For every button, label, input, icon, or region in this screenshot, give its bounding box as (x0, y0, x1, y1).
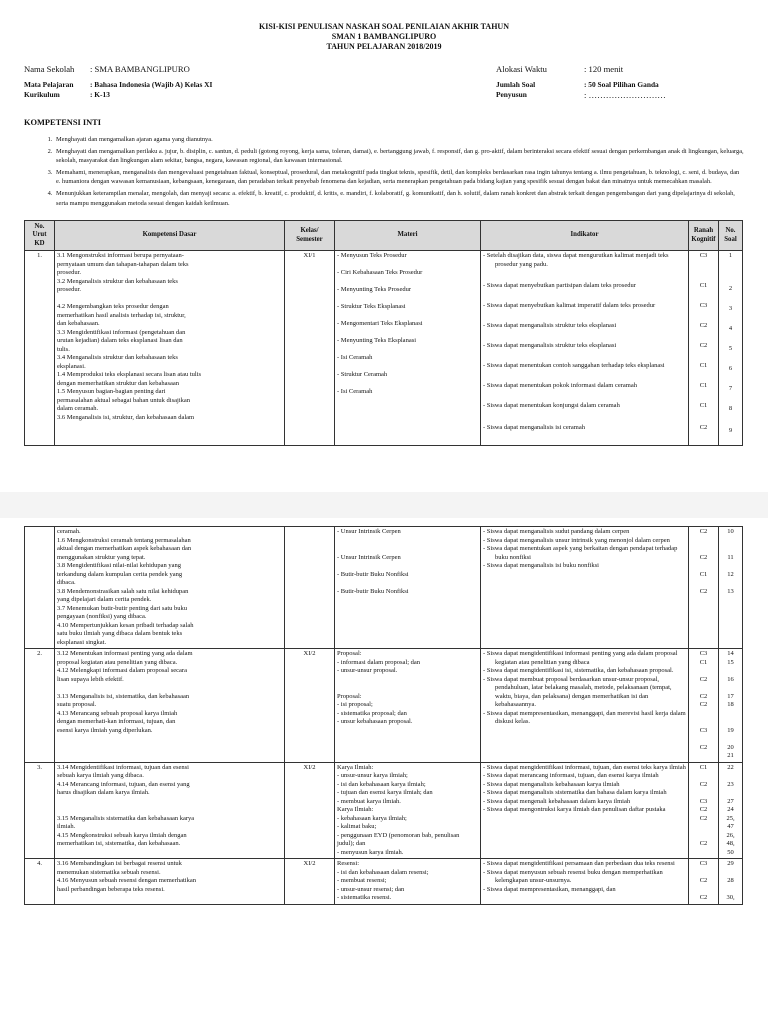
kd-line: satu buku ilmiah yang dibaca dalam bentuk teks (57, 630, 183, 637)
table-row (25, 251, 743, 446)
kd-line: lisan supaya lebih efektif. (57, 675, 124, 683)
ranah-value: C2 (699, 692, 708, 700)
materi-line: Proposal: (337, 650, 362, 657)
materi-line: - Menyunting Teks Eksplanasi (337, 337, 417, 345)
row-indikator (481, 649, 689, 763)
row-soal (719, 859, 743, 905)
materi-line (337, 562, 478, 571)
kd-line: 4.10 Mempertunjukkan kesan pribadi terhadap salah (57, 621, 194, 629)
kd-line: 3.14 Mengidentifikasi informasi, tujuan dan esensi (57, 763, 189, 771)
materi-line (337, 537, 478, 546)
row-no: 4. (25, 859, 55, 905)
materi-line: - Struktur Ceramah (337, 371, 388, 379)
materi-line: - sistematika resensi. (337, 894, 392, 901)
ki-item: 4. Menunjukkan keterampilan menalar, mengolah, dan menyaji secara: a. efektif, b. kreatif, c. produktif, d. kritis, e. mandiri, f. kolaboratif, g. komunikatif, dan h. solutif, dalam ranah konkret dan abstrak terkait dengan pengembangan dari yang dipelajarinya di sekolah, serta mampu menggunakan metoda sesuai dengan kaidah keilmuan. (54, 189, 744, 208)
row-kd (55, 251, 285, 446)
ranah-value: C2 (699, 780, 708, 788)
kd-line (57, 798, 282, 807)
kd-line: 4.16 Menyusun sebuah resensi dengan memerhatikan (57, 877, 196, 884)
ranah-value: C1 (699, 763, 708, 771)
row-kd (55, 649, 285, 763)
kd-line: 3.8 Mendemonstrasikan salah satu nilai kehidupan (57, 587, 189, 595)
kd-line: 3.6 Menganalisis isi, struktur, dan kebahasaan dalam (57, 413, 195, 421)
materi-line: - tujuan dan esensi karya ilmiah; dan (337, 789, 433, 796)
kd-line: ceramah. (57, 528, 81, 535)
row-no: 3. (25, 762, 55, 859)
ranah-value (691, 537, 716, 546)
kd-line: memerhatikan hasil analisis terhadap isi, struktur, (57, 311, 186, 319)
soal-value (721, 789, 740, 798)
materi-line: - Unsur Intrinsik Cerpen (337, 553, 401, 561)
row-materi (335, 649, 481, 763)
ranah-value (691, 684, 716, 693)
kd-line: urutan kejadian) dalam teks eksplanasi lisan dan (57, 337, 183, 345)
ranah-value: C1 (699, 362, 708, 370)
soal-value: 20 (727, 743, 734, 751)
row-no: 2. (25, 649, 55, 763)
kisi-kisi-table-page-2 (24, 526, 743, 905)
kd-line: pengayaan (nonfiksi) yang dibaca. (57, 613, 147, 620)
soal-value: 10 (727, 528, 734, 535)
kd-line: sebuah karya ilmiah yang dibaca. (57, 772, 144, 779)
indikator-item: - Siswa dapat menganalisis kebahasaan karya ilmiah (483, 780, 620, 788)
indikator-item: - Siswa dapat menganalisis struktur teks eksplanasi (483, 342, 617, 350)
kd-line: hasil perbandingan beberapa teks resensi. (57, 885, 165, 893)
ranah-value (691, 735, 716, 744)
soal-value (721, 579, 740, 588)
kd-line: 3.13 Menganalisis isi, sistematika, dan kebahasaan (57, 692, 190, 700)
sekolah-label: Nama Sekolah (24, 64, 75, 74)
indikator-item: - Siswa dapat menganalisis isi ceramah (483, 424, 585, 432)
soal-value: 27 (727, 797, 734, 805)
row-kd (55, 859, 285, 905)
soal-value: 24 (727, 806, 734, 813)
ranah-value: C2 (699, 877, 708, 884)
ranah-value: C2 (699, 322, 708, 330)
ranah-value: C3 (699, 302, 708, 310)
mapel-value: : Bahasa Indonesia (Wajib A) Kelas XI (90, 80, 213, 89)
row-soal (719, 649, 743, 763)
soal-value (721, 886, 740, 895)
materi-line (337, 380, 478, 389)
indikator-item: - Siswa dapat mengidentifikasi isi, sistematika, dan kebahasaan proposal. (483, 667, 674, 674)
row-ranah (689, 251, 719, 446)
kd-line: menggunakan struktur yang tepat. (57, 553, 146, 561)
indikator-item: - Siswa dapat mengidentifikasi informasi, tujuan, dan esensi teks karya ilmiah (483, 763, 686, 771)
materi-line: - Struktur Teks Eksplanasi (337, 303, 406, 311)
kd-line: prosedur. (57, 286, 82, 294)
materi-line: - Isi Ceramah (337, 388, 373, 396)
materi-line (337, 261, 478, 270)
ranah-value: C2 (699, 528, 708, 535)
penyusun-label: Penyusun (496, 90, 527, 99)
materi-line: - membuat karya ilmiah. (337, 797, 401, 805)
kd-line: menemukan sistematika sebuah resensi. (57, 868, 161, 876)
kd-line: harus disajikan dalam karya ilmiah. (57, 789, 150, 796)
ranah-value: C1 (699, 658, 708, 666)
materi-line: - informasi dalam proposal; dan (337, 658, 421, 666)
materi-line (337, 278, 478, 287)
materi-line (337, 312, 478, 321)
soal-value: 7 (728, 385, 733, 393)
ranah-value: C2 (699, 840, 708, 847)
indikator-item: - Siswa dapat menganalisis unsur intrinsik yang menonjol dalam cerpen (483, 536, 670, 544)
indikator-item: - Siswa dapat mengidentifikasi persamaan dan perbedaan dua teks resensi (483, 860, 675, 867)
soal-value: 12 (727, 570, 734, 578)
soal-value: 9 (728, 427, 733, 435)
materi-line: - Ciri Kebahasaan Teks Prosedur (337, 269, 423, 277)
soal-value: 11 (727, 553, 734, 561)
soal-value: 5 (728, 345, 733, 353)
ranah-value: C2 (699, 743, 708, 751)
indikator-item: - Siswa dapat menganalisis sistematika dan bahasa dalam karya ilmiah (483, 789, 667, 796)
indikator-item: - Siswa dapat menentukan pokok informasi dalam ceramah (483, 382, 637, 390)
indikator-item: - Siswa dapat menyebutkan partisipan dalam teks prosedur (483, 282, 636, 290)
soal-value: 25, (726, 814, 735, 822)
row-materi (335, 527, 481, 649)
indikator-item: - Siswa dapat menganalisis sudut pandang dalam cerpen (483, 528, 630, 535)
row-kelas: XI/2 (285, 762, 335, 859)
row-indikator (481, 762, 689, 859)
ranah-value: C3 (699, 650, 708, 657)
kd-line: terkandung dalam kumpulan cerita pendek yang (57, 570, 183, 578)
ranah-value (691, 772, 716, 781)
header-no-soal: No. Soal (719, 221, 743, 251)
kd-line: tulis. (57, 345, 70, 353)
row-indikator (481, 527, 689, 649)
soal-value: 30, (726, 894, 735, 901)
soal-value: 1 (728, 252, 733, 260)
kd-line: dengan memerhatikan struktur dan kebahasaan (57, 379, 180, 387)
header-ranah: Ranah Kognitif (689, 221, 719, 251)
materi-line: - penggunaan EYD (penomoran bab, penulisan judul); dan (337, 831, 460, 847)
soal-value: 50 (727, 848, 734, 856)
row-ranah (689, 762, 719, 859)
alokasi-label: Alokasi Waktu (496, 64, 547, 74)
soal-value: 8 (728, 405, 733, 413)
materi-line: - kebahasaan karya ilmiah; (337, 814, 407, 822)
ranah-value (691, 869, 716, 878)
kd-line: dengan memerhati-kan informasi, tujuan, dan (57, 718, 176, 725)
materi-line: - Butir-butir Buku Nonfiksi (337, 570, 409, 578)
table-row (25, 762, 743, 859)
materi-line: - Menyunting Teks Prosedur (337, 286, 411, 294)
indikator-item: - Siswa dapat menganalisis struktur teks eksplanasi (483, 322, 617, 330)
materi-line: - unsur kebahasaan proposal. (337, 718, 413, 725)
kd-line: 3.3 Mengidentifikasi informasi (pengetahuan dan (57, 328, 186, 336)
soal-value: 4 (728, 325, 733, 333)
table-row (25, 527, 743, 649)
kd-line: 1.4 Memproduksi teks eksplanasi secara lisan atau tulis (57, 371, 202, 379)
soal-value: 15 (727, 658, 734, 666)
materi-line: Karya Ilmiah: (337, 806, 374, 813)
materi-line: - Mengomentari Teks Eksplanasi (337, 320, 423, 328)
kd-line: suatu proposal. (57, 701, 97, 708)
materi-line (337, 363, 478, 372)
kd-line: 3.2 Menganalisis struktur dan kebahasaan teks (57, 277, 178, 285)
materi-line: Proposal: (337, 692, 362, 700)
header-kd: Kompetensi Dasar (55, 221, 285, 251)
penyusun-value: : ……………………… (584, 90, 666, 100)
materi-line: - isi dan kebahasaan dalam resensi; (337, 868, 429, 876)
materi-line: - unsur-unsur karya ilmiah; (337, 772, 408, 779)
indikator-item: - Siswa dapat mempresentasikan, menanggapi, dan merevisi hasil kerja dalam diskusi kelas. (483, 709, 686, 725)
row-soal (719, 527, 743, 649)
ki-item: 2. Menghayati dan mengamalkan perilaku a. jujur, b. disiplin, c. santun, d. peduli (gotong royong, kerja sama, toleran, damai), e. bertanggung jawab, f. responsif, dan g. pro-aktif, dalam berinteraksi secara efektif sesuai dengan perkembangan anak di lingkungan, keluarga, sekolah, masyarakat dan lingkungan alam sekitar, bangsa, negara, kawasan regional, dan kawasan internasional. (54, 147, 744, 166)
kd-line: aktual dengan memerhatikan aspek kebahasaan dan (57, 545, 192, 552)
kurikulum-value: : K-13 (90, 90, 110, 99)
kd-line: pernyataan umum dan tahapan-tahapan dalam teks (57, 260, 189, 268)
table-row (25, 859, 743, 905)
materi-line: Karya Ilmiah: (337, 763, 374, 771)
document-title: KISI-KISI PENULISAN NASKAH SOAL PENILAIAN AKHIR TAHUN SMAN 1 BAMBANGLIPURO TAHUN PELAJARAN 2018/2019 (259, 22, 509, 51)
row-kelas: XI/2 (285, 859, 335, 905)
soal-value (721, 667, 740, 676)
soal-value: 23 (727, 780, 734, 788)
materi-line: - kalimat baku; (337, 823, 377, 830)
header-indikator: Indikator (481, 221, 689, 251)
soal-value (721, 735, 740, 744)
kd-line: yang dipelajari dalam cerita pendek. (57, 596, 152, 603)
materi-line: - membuat resensi; (337, 877, 387, 884)
soal-value: 47 (727, 823, 734, 830)
kd-line (57, 684, 282, 693)
row-kelas: XI/2 (285, 649, 335, 763)
ranah-value: C2 (699, 424, 708, 432)
row-ranah (689, 649, 719, 763)
indikator-item: - Siswa dapat menentukan contoh sanggahan terhadap teks eksplanasi (483, 362, 665, 370)
ranah-value: C1 (699, 282, 708, 290)
row-indikator (481, 251, 689, 446)
indikator-item: - Siswa dapat menentukan aspek yang berkaitan dengan pendapat terhadap buku nonfiksi (483, 545, 678, 561)
kd-line: 4.15 Mengkonstruksi sebuah karya ilmiah dengan (57, 831, 187, 839)
mapel-label: Mata Pelajaran (24, 80, 74, 89)
soal-value (721, 562, 740, 571)
row-kelas: XI/1 (285, 251, 335, 446)
kd-line: permasalahan aktual sebagai bahan untuk disajikan (57, 396, 191, 404)
ki-list (24, 135, 744, 208)
kd-line: 4.12 Melengkapi informasi dalam proposal secara (57, 667, 187, 674)
soal-value: 2 (728, 285, 733, 293)
kd-line (57, 806, 282, 815)
row-no (25, 527, 55, 649)
document-page-2 (0, 518, 768, 1024)
row-soal (719, 762, 743, 859)
row-materi (335, 762, 481, 859)
header-no-kd: No. Urut KD (25, 221, 55, 251)
row-no: 1. (25, 251, 55, 446)
soal-value (721, 545, 740, 554)
indikator-item: - Siswa dapat menyebutkan kalimat imperatif dalam teks prosedur (483, 302, 656, 310)
kd-line: 3.12 Menentukan informasi penting yang ada dalam (57, 650, 193, 657)
kd-line: 4.2 Mengembangkan teks prosedur dengan (57, 303, 169, 311)
materi-line: - menyusun karya ilmiah. (337, 848, 404, 856)
soal-value: 26, (726, 831, 735, 839)
ranah-value (691, 718, 716, 727)
ki-heading: KOMPETENSI INTI (24, 118, 102, 127)
soal-value: 17 (727, 692, 734, 700)
kd-line: memerhatikan isi, sistematika, dan kebahasaan. (57, 840, 181, 847)
kd-line: 3.4 Menganalisis struktur dan kebahasaan teks (57, 354, 178, 362)
ranah-value: C2 (699, 814, 708, 822)
materi-line (337, 545, 478, 554)
materi-line: - Menyusun Teks Prosedur (337, 252, 407, 260)
soal-value: 16 (727, 675, 734, 683)
materi-line: - unsur-unsur resensi; dan (337, 885, 405, 893)
materi-line: Resensi: (337, 860, 360, 867)
ranah-value (691, 886, 716, 895)
kd-line: 1.5 Menyusun bagian-bagian penting dari (57, 388, 166, 396)
ranah-value: C2 (699, 701, 708, 708)
row-kd (55, 762, 285, 859)
soal-value: 22 (727, 763, 734, 771)
ranah-value: C2 (699, 342, 708, 350)
indikator-item: - Siswa dapat mengidentifikasi informasi penting yang ada dalam proposal kegiatan atau penelitian yang dibaca (483, 650, 678, 666)
ranah-value: C2 (699, 806, 708, 813)
ranah-value (691, 545, 716, 554)
kisi-kisi-table-page-1 (24, 220, 743, 446)
kd-line: 1.6 Mengkonstruksi ceramah tentang permasalahan (57, 536, 191, 544)
ranah-value: C2 (699, 587, 708, 595)
ki-item: 3. Memahami, menerapkan, menganalisis dan mengevaluasi pengetahuan faktual, konseptual, prosedural, dan metakognitif pada tingkat teknis, spesifik, detil, dan kompleks berdasarkan rasa ingin tahunya tentang a. ilmu pengetahuan, b. teknologi, c. seni, d. budaya, dan e. humaniora dengan wawasan kemanusiaan, kebangsaan, kenegaraan, dan peradaban terkait penyebab fenomena dan kejadian, serta menerapkan pengetahuan pada bidang kajian yang spesifik sesuai dengan bakat dan minatnya untuk memecahkan masalah. (54, 168, 744, 187)
soal-value: 28 (727, 877, 734, 884)
materi-line: - Butir-butir Buku Nonfiksi (337, 587, 409, 595)
alokasi-value: : 120 menit (584, 64, 624, 74)
sekolah-value: : SMA BAMBANGLIPURO (90, 64, 190, 74)
ranah-value (691, 710, 716, 719)
kd-line: dalam ceramah. (57, 405, 99, 413)
kd-line (57, 295, 282, 304)
kd-line: 3.16 Membandingkan isi berbagai resensi untuk (57, 860, 182, 867)
kd-line: 3.1 Mengonstruksi informasi berupa pernyataan- (57, 252, 184, 260)
ranah-value (691, 579, 716, 588)
ranah-value (691, 789, 716, 798)
materi-line: - isi proposal; (337, 701, 373, 708)
row-indikator (481, 859, 689, 905)
indikator-item: - Siswa dapat menentukan konjungsi dalam ceramah (483, 402, 620, 410)
indikator-item: - Siswa dapat menganalisis isi buku nonfiksi (483, 562, 599, 569)
indikator-item: - Siswa dapat mempresentasikan, menanggapi, dan (483, 885, 616, 893)
soal-value (721, 718, 740, 727)
kd-line: eksplanasi singkat. (57, 638, 107, 646)
ranah-value: C3 (699, 252, 708, 260)
materi-line (337, 295, 478, 304)
materi-line: - sistematika proposal; dan (337, 709, 407, 717)
kd-line: ilmiah. (57, 823, 76, 830)
soal-value: 48, (726, 840, 735, 847)
row-soal (719, 251, 743, 446)
soal-value: 19 (727, 726, 734, 734)
materi-line: - Isi Ceramah (337, 354, 373, 362)
kd-line: 4.14 Merancang informasi, tujuan, dan esensi yang (57, 780, 190, 788)
indikator-item: - Siswa dapat membuat proposal berdasarkan unsur-unsur proposal, pendahuluan, latar belakang masalah, metode, pelaksanaan (tempat, waktu, biaya, dan pelaksana) dengan memerhatikan isi dan kebahasaannya. (483, 675, 672, 708)
indikator-item: - Siswa dapat merancang informasi, tujuan, dan esensi karya ilmiah (483, 772, 659, 779)
soal-value: 13 (727, 587, 734, 595)
materi-line (337, 684, 478, 693)
table-row (25, 649, 743, 763)
ranah-value (691, 823, 716, 832)
document-info (24, 60, 744, 116)
indikator-item: - Setelah disajikan data, siswa dapat mengurutkan kalimat menjadi teks prosedur yang padu. (483, 252, 669, 268)
document-page-1 (0, 0, 768, 492)
ranah-value (691, 562, 716, 571)
kd-line: 3.8 Mengidentifikasi nilai-nilai kehidupan yang (57, 562, 182, 569)
materi-line (337, 329, 478, 338)
jumlah-label: Jumlah Soal (496, 80, 536, 89)
header-kelas: Kelas/ Semester (285, 221, 335, 251)
row-kelas (285, 527, 335, 649)
soal-value: 3 (728, 305, 733, 313)
row-kd (55, 527, 285, 649)
soal-value (721, 684, 740, 693)
kd-line: 4.13 Merancang sebuah proposal karya ilmiah (57, 709, 178, 717)
header-materi: Materi (335, 221, 481, 251)
indikator-item: - Siswa dapat mengenali kebahasaan dalam karya ilmiah (483, 797, 631, 805)
ranah-value: C3 (699, 860, 708, 867)
ranah-value: C2 (699, 894, 708, 901)
soal-value (721, 772, 740, 781)
soal-value: 29 (727, 860, 734, 867)
ranah-value: C1 (699, 570, 708, 578)
soal-value (721, 537, 740, 546)
kd-line: dan kebahasaan. (57, 320, 100, 328)
kd-line: dibaca. (57, 579, 76, 586)
indikator-item: - Siswa dapat mengontruksi karya ilmiah dan penulisan daftar pustaka (483, 806, 666, 813)
materi-line (337, 579, 478, 588)
row-ranah (689, 859, 719, 905)
row-ranah (689, 527, 719, 649)
ranah-value (691, 832, 716, 841)
kd-line: proposal kegiatan atau penelitian yang dibaca. (57, 658, 178, 666)
ranah-value: C2 (699, 553, 708, 561)
kd-line: 3.15 Menganalisis sistematika dan kebahasaan karya (57, 814, 195, 822)
kd-line: prosedur. (57, 269, 82, 277)
soal-value: 21 (727, 752, 734, 759)
ranah-value: C3 (699, 726, 708, 734)
ranah-value: C3 (699, 797, 708, 805)
soal-value: 6 (728, 365, 733, 373)
materi-line (337, 676, 478, 685)
kd-line: 3.7 Menemukan butir-butir penting dari satu buku (57, 604, 188, 612)
row-materi (335, 251, 481, 446)
soal-value: 14 (727, 650, 734, 657)
ranah-value: C1 (699, 402, 708, 410)
materi-line (337, 346, 478, 355)
soal-value (721, 710, 740, 719)
materi-line: - isi dan kebahasaan karya ilmiah; (337, 780, 426, 788)
indikator-item: - Siswa dapat menyusun sebuah resensi buku dengan memperhatikan kelengkapan unsur-unsurnya. (483, 868, 663, 884)
materi-line: - unsur-unsur proposal. (337, 667, 398, 674)
ranah-value: C1 (699, 382, 708, 390)
row-materi (335, 859, 481, 905)
soal-value: 18 (727, 701, 734, 708)
kurikulum-label: Kurikulum (24, 90, 60, 99)
materi-line: - Unsur Intrinsik Cerpen (337, 528, 401, 535)
kd-line: eksplanasi. (57, 362, 86, 370)
ki-item: 1. Menghayati dan mengamalkan ajaran agama yang dianutnya. (54, 135, 744, 145)
soal-value (721, 869, 740, 878)
ranah-value: C2 (699, 675, 708, 683)
kd-line: esensi karya ilmiah yang diperlukan. (57, 726, 153, 734)
jumlah-value: : 50 Soal Pilihan Ganda (584, 80, 659, 89)
ranah-value (691, 667, 716, 676)
